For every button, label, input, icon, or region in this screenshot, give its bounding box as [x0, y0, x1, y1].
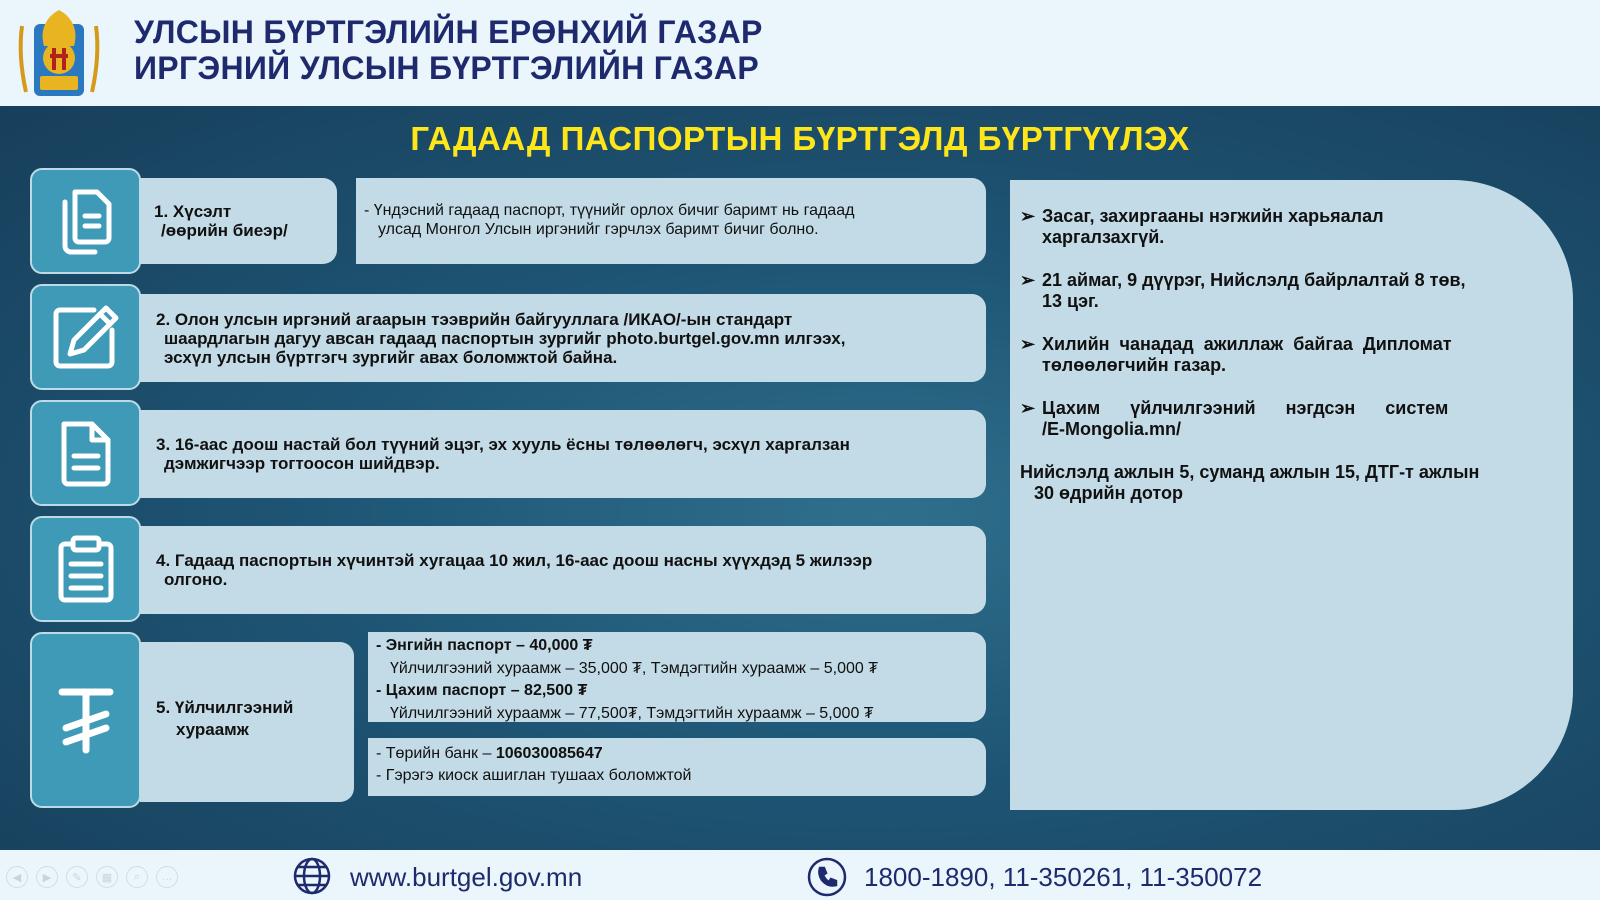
- step5-label-line1: 5. Үйлчилгээний: [156, 698, 294, 717]
- fee-details-box: [368, 632, 986, 722]
- step1-icon-tile: [30, 168, 141, 274]
- step1-detail-line2: улсад Монгол Улсын иргэнийг гэрчлэх баримт бичиг болно.: [378, 221, 819, 238]
- step1-label-box: [140, 178, 337, 264]
- state-emblem-logo: [14, 6, 104, 100]
- step5-label-line2: хураамж: [176, 720, 249, 739]
- fee-regular-passport: - Энгийн паспорт – 40,000 ₮: [376, 637, 593, 654]
- more-options-icon[interactable]: …: [156, 866, 178, 888]
- step2-line1: 2. Олон улсын иргэний агаарын тээврийн байгууллага /ИКАО/-ын стандарт: [156, 309, 793, 329]
- step2-line2: шаардлагын дагуу авсан гадаад паспортын зургийг photo.burtgel.gov.mn илгээх,: [164, 328, 846, 348]
- step1-detail-box: [356, 178, 986, 264]
- step5-label-box: [140, 642, 354, 802]
- tugrik-currency-icon: [56, 684, 116, 756]
- fee-e-passport-breakdown: Үйлчилгээний хураамж – 77,500₮, Тэмдэгтийн хураамж – 5,000 ₮: [390, 704, 874, 722]
- previous-slide-icon[interactable]: ◀: [6, 866, 28, 888]
- arrow-bullet-icon: ➢: [1020, 206, 1036, 226]
- location-item-line2: /E-Mongolia.mn/: [1042, 419, 1181, 439]
- zoom-icon[interactable]: ⌕: [126, 866, 148, 888]
- page-title: ГАДААД ПАСПОРТЫН БҮРТГЭЛД БҮРТГҮҮЛЭХ: [410, 120, 1190, 157]
- note-line1: Нийслэлд ажлын 5, суманд ажлын 15, ДТГ-т ажлын: [1020, 462, 1480, 482]
- document-icon: [56, 418, 116, 488]
- org-title-primary: УЛСЫН БҮРТГЭЛИЙН ЕРӨНХИЙ ГАЗАР: [134, 14, 763, 50]
- main-panel: [0, 106, 1600, 850]
- location-item: [1020, 270, 1537, 312]
- step5-icon-tile: [30, 632, 141, 808]
- location-item-line1: Хилийн чанадад ажиллаж байгаа Дипломат: [1042, 334, 1452, 354]
- bank-prefix: - Төрийн банк –: [376, 745, 496, 762]
- location-item-line2: 13 цэг.: [1042, 291, 1099, 311]
- edit-pencil-icon: [50, 302, 122, 372]
- step4-box: [140, 526, 986, 614]
- location-item: [1020, 334, 1537, 376]
- note-line2: 30 өдрийн дотор: [1034, 483, 1183, 503]
- kiosk-line: - Гэрэгэ киоск ашиглан тушаах боломжтой: [376, 767, 692, 784]
- arrow-bullet-icon: ➢: [1020, 270, 1036, 290]
- phone-numbers: 1800-1890, 11-350261, 11-350072: [864, 862, 1263, 892]
- location-item: [1020, 398, 1537, 440]
- bank-account-line: [376, 743, 986, 765]
- slides-grid-icon[interactable]: ▦: [96, 866, 118, 888]
- clipboard-icon: [55, 534, 117, 604]
- step2-box: [140, 294, 986, 382]
- location-item-line2: харгалзахгүй.: [1042, 227, 1165, 247]
- bank-account-number: 106030085647: [495, 745, 603, 762]
- payment-box: [368, 738, 986, 796]
- step3-line2: дэмжигчээр тогтоосон шийдвэр.: [164, 454, 440, 473]
- next-slide-icon[interactable]: ▶: [36, 866, 58, 888]
- slideshow-controls[interactable]: [6, 866, 178, 888]
- step3-line1: 3. 16-аас доош настай бол түүний эцэг, эх хууль ёсны төлөөлөгч, эсхүл харгалзан: [156, 435, 850, 454]
- step1-label-line1: 1. Хүсэлт: [154, 202, 232, 221]
- processing-time-note: [1020, 462, 1537, 504]
- location-item-line1: Засаг, захиргааны нэгжийн харьяалал: [1042, 206, 1384, 226]
- location-item: [1020, 206, 1537, 248]
- step3-box: [140, 410, 986, 498]
- footer: [0, 850, 1600, 900]
- location-item-line1: Цахим үйлчилгээний нэгдсэн систем: [1042, 398, 1449, 418]
- phone-icon: [806, 856, 848, 900]
- org-title-secondary: ИРГЭНИЙ УЛСЫН БҮРТГЭЛИЙН ГАЗАР: [134, 50, 759, 86]
- fee-e-passport: - Цахим паспорт – 82,500 ₮: [376, 682, 588, 699]
- step4-icon-tile: [30, 516, 141, 622]
- location-item-line2: төлөөлөгчийн газар.: [1042, 355, 1227, 375]
- pen-tool-icon[interactable]: ✎: [66, 866, 88, 888]
- location-item-line1: 21 аймаг, 9 дүүрэг, Нийслэлд байрлалтай 8 төв,: [1042, 270, 1466, 290]
- step2-line3: эсхүл улсын бүртгэгч зургийг авах боломжтой байна.: [164, 347, 618, 367]
- globe-icon: [292, 856, 332, 900]
- step1-detail-line1: - Үндэсний гадаад паспорт, түүнийг орлох бичиг баримт нь гадаад: [364, 202, 855, 219]
- step3-icon-tile: [30, 400, 141, 506]
- step4-line1: 4. Гадаад паспортын хүчинтэй хугацаа 10 жил, 16-аас доош насны хүүхдэд 5 жилээр: [156, 551, 873, 570]
- step1-label-line2: /өөрийн биеэр/: [161, 221, 288, 240]
- fee-regular-breakdown: Үйлчилгээний хураамж – 35,000 ₮, Тэмдэгтийн хураамж – 5,000 ₮: [390, 659, 879, 677]
- header: [0, 0, 1600, 106]
- arrow-bullet-icon: ➢: [1020, 334, 1036, 354]
- step4-line2: олгоно.: [164, 570, 228, 589]
- step2-icon-tile: [30, 284, 141, 390]
- arrow-bullet-icon: ➢: [1020, 398, 1036, 418]
- website-link[interactable]: www.burtgel.gov.mn: [350, 862, 583, 892]
- documents-copy-icon: [53, 186, 119, 256]
- locations-panel: [1010, 180, 1573, 810]
